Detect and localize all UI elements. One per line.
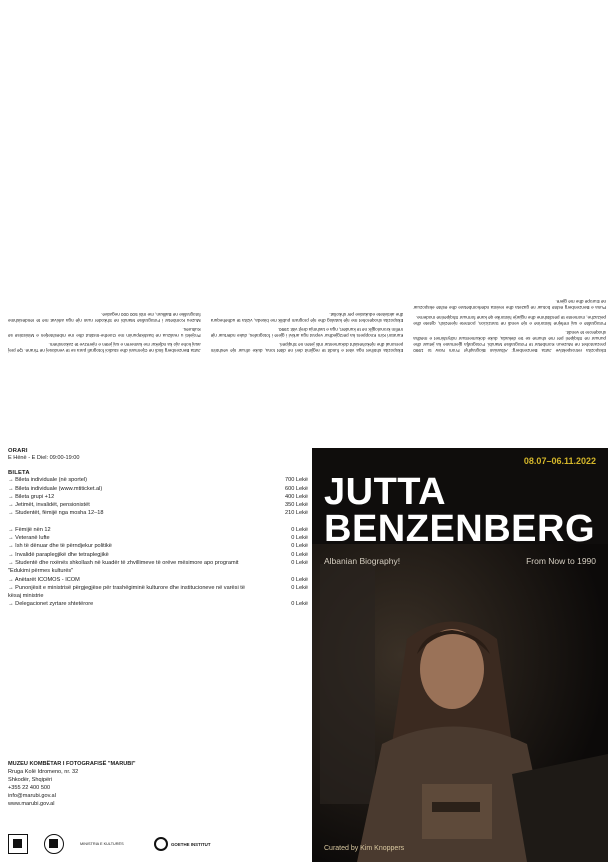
price-row [8, 485, 308, 493]
museum-seal-icon [44, 834, 64, 854]
subtitle-right: From Now to 1990 [526, 556, 596, 566]
city-line: Shkodër, Shqipëri [8, 777, 53, 783]
article-column [211, 8, 404, 353]
address-line: Rruga Kolë Idromeno, nr. 32 [8, 769, 79, 775]
price-row [8, 493, 308, 501]
goethe-logo-text: GOETHE INSTITUT [171, 841, 211, 847]
article-paragraph: Jutta Benzenberg lindi në Gjermani dhe studioi fotografi para se të vendosej në Tiranë. Që prej asaj kohe ajo ka ndjekur me kamerën e saj jetën e njerëzve të zakonshëm. [8, 341, 201, 353]
curator-credit: Curated by Kim Knoppers [324, 845, 405, 852]
museum-name: MUZEU KOMBËTAR I FOTOGRAFISË "MARUBI" [8, 761, 136, 767]
price-row [8, 584, 308, 601]
sponsor-logos [8, 830, 308, 858]
price-label: → Delegacionet zyrtare shtetërore [8, 601, 94, 608]
subtitle-left: Albanian Biography! [324, 556, 401, 566]
article-paragraph: Ekspozita shoqërohet me një katalog dhe një program publik me biseda, vizita të udhëhequra dhe aktivitete edukative për shkollat. [210, 311, 404, 323]
price-label: → Studentët, fëmijë nga mosha 12–18 [8, 510, 104, 517]
price-label: → Bileta individuale (në sportel) [8, 477, 87, 484]
price-row [8, 559, 308, 576]
ministry-logo: MINISTRIA E KULTURËS [80, 841, 124, 846]
tickets-section [8, 470, 308, 517]
artist-name [324, 471, 596, 550]
price-value: 210 Lekë [284, 510, 308, 517]
price-row [8, 526, 308, 534]
price-label: → Invalidë paraplegjikë dhe tetraplegjikë [8, 551, 109, 558]
price-value: 0 Lekë [291, 576, 308, 583]
price-value: 600 Lekë [284, 485, 308, 492]
upside-down-article [8, 8, 606, 353]
price-label: → Studentë dhe nxënës shkollash në kuadër të zhvillimeve të orëve mësimore apo programit "Edukimi përmes kulturës" [8, 559, 239, 575]
price-label: → Veteranë lufte [8, 535, 50, 542]
free-entry-section [8, 526, 308, 609]
article-paragraph: Ekspozita retrospektive Jutta Benzenberg: Albanian Biography! From Now to 1990 prezantohet në Muzeun Kombëtar të Fotografisë Marubi. Fotografja gjermane ka jetuar dhe punuar në Shqipëri për më shumë se tre dekada, duke dokumentuar ndryshimet e mëdha shoqërore të vendit. [413, 329, 606, 353]
price-label: → Ish të dënuar dhe të përndjekur politikë [8, 543, 112, 550]
email-link[interactable]: info@marubi.gov.al [8, 793, 56, 799]
price-row [8, 501, 308, 509]
price-value: 0 Lekë [291, 601, 308, 608]
price-value: 350 Lekë [284, 502, 308, 509]
price-value: 0 Lekë [291, 551, 308, 558]
price-value: 0 Lekë [291, 526, 308, 533]
price-label: → Bileta grupi +12 [8, 493, 55, 500]
phone-line: +355 22 400 500 [8, 785, 51, 791]
hours-text: E Hënë - E Diel: 09:00-19:00 [8, 455, 80, 461]
article-paragraph: Projekti u realizua në bashkëpunim me Goethe-Institut dhe me mbështetjen e Ministrisë së Kulturës. [8, 326, 201, 338]
hours-heading: ORARI [8, 448, 28, 454]
website-link[interactable]: www.marubi.gov.al [8, 801, 55, 807]
price-label: → Fëmijë nën 12 [8, 526, 51, 533]
exhibition-dates: 08.07–06.11.2022 [523, 456, 596, 466]
price-label: → Jetimët, invalidët, pensionistët [8, 502, 90, 509]
price-row [8, 600, 308, 608]
price-row [8, 551, 308, 559]
article-paragraph: Kuratori Kim Knoppers ka përzgjedhur veprat nga arkivi i gjerë i fotografes, duke ndërtuar një rrëfim kronologjik në të kundërt, nga e tashmja drejt vitit 1990. [210, 326, 404, 338]
price-label: → Bileta individuale (www.mtiticket.al) [8, 485, 103, 492]
artist-last-name: BENZENBERG [324, 508, 596, 550]
opening-hours [8, 448, 308, 462]
price-row [8, 576, 308, 584]
price-row [8, 509, 308, 517]
article-paragraph: Puna e Benzenberg është botuar në gazeta dhe revista ndërkombëtare dhe është ekspozuar në Europë dhe më gjerë. [413, 299, 606, 311]
artist-first-name: JUTTA [324, 471, 447, 513]
price-value: 0 Lekë [291, 559, 308, 566]
article-column [413, 8, 606, 353]
article-paragraph: Muzeu Kombëtar i Fotografisë Marubi në Shkodër ruan një nga arkivat më të rëndësishme fotografike në Ballkan, me mbi 500 000 negativë. [8, 311, 201, 323]
price-row [8, 534, 308, 542]
marubi-logo-icon [8, 834, 28, 854]
poster-photo [312, 544, 608, 862]
price-value: 400 Lekë [284, 493, 308, 500]
tickets-heading: BILETA [8, 470, 30, 477]
price-value: 700 Lekë [284, 477, 308, 484]
price-row [8, 476, 308, 484]
article-paragraph: Fotografitë e saj rrëfejnë historinë e një vendi në tranzicion, portrete njerëzish, qytete dhe peizazhe, momente të përditshme dhe ngjarje historike që kanë formuar Shqipërinë moderne. [413, 314, 606, 326]
goethe-logo [154, 837, 211, 851]
article-paragraph: Ekspozita shtrihet nga vitet e fundit të regjimit deri në ditët tona, duke ofruar një vështrim personal dhe njëkohësisht dokumentar mbi jetën në Shqipëri. [210, 341, 404, 353]
info-panel [8, 448, 308, 617]
price-row [8, 542, 308, 550]
price-value: 0 Lekë [291, 584, 308, 591]
price-value: 0 Lekë [291, 543, 308, 550]
exhibition-poster [312, 448, 608, 862]
article-column [8, 8, 201, 353]
contact-block [8, 760, 136, 808]
price-value: 0 Lekë [291, 535, 308, 542]
goethe-circle-icon [154, 837, 168, 851]
exhibition-subtitle [324, 556, 596, 566]
price-label: → Anëtarët ICOMOS - ICOM [8, 576, 80, 583]
price-label: → Punonjësit e ministrisë përgjegjëse për trashëgiminë kulturore dhe institucioneve në varësi të kësaj ministrie [8, 584, 245, 600]
